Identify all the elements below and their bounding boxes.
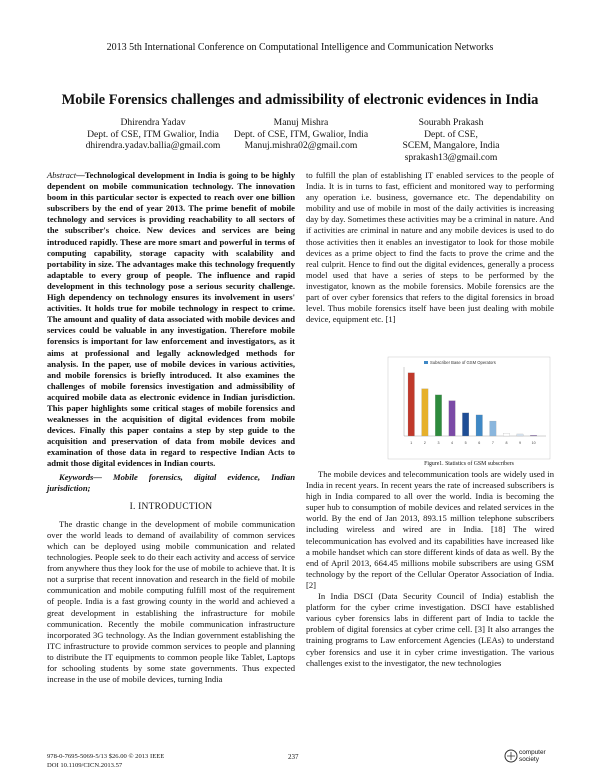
left-column [47, 170, 295, 685]
author-affiliation: Dept. of CSE, ITM, Gwalior, India [233, 128, 369, 140]
author-affiliation: Dept. of CSE, [424, 128, 478, 140]
computer-society-icon [504, 748, 518, 764]
logo-text-line2: society [519, 755, 539, 763]
author-name: Sourabh Prakash [418, 117, 484, 128]
chart-x-tick-label: 3 [437, 441, 440, 445]
author-name: Dhirendra Yadav [120, 117, 186, 128]
author-block-3 [356, 117, 546, 163]
paragraph-dsci: In India DSCI (Data Security Council of India) establish the platform for the cyber crime investigation. DSCI have established various cyber forensics labs in different part of India to tackle the problem of digital forensics at cyber crime cell. [3] It also arranges the training programs to Law enforcement Agencies (LEAs) to understand cyber forensics and use it in cyber crime investigation. The various challenges exist to the investigator, the new technologies [306, 591, 554, 668]
chart-bar [408, 373, 415, 436]
conference-header: 2013 5th International Conference on Computational Intelligence and Communication Networks [106, 42, 494, 53]
logo-text-line1: computer [519, 749, 546, 756]
footer-doi: DOI 10.1109/CICN.2013.57 [47, 761, 123, 769]
paper-title: Mobile Forensics challenges and admissibility of electronic evidences in India [61, 92, 539, 108]
right-column-bottom [306, 469, 554, 669]
intro-paragraph-continued: to fulfill the plan of establishing IT enabled services to the people of India. It is in turns to fast, efficient and monitored way to performing any operation i.e. business, governance etc. The dependability on mobility and use of mobile in most of the daily activities is increasing day by day. Sometimes these activities may be a criminal in nature. And if activities are criminal in nature and any mobile devices is used to do those activities then it enables an investigator to look for those mobile devices as a prime object to find the facts to prove the crime and the real culprit. Hence to find out the digital evidences, generally a process model used that have a series of steps to be performed by the investigator, known as the mobile forensics. Mobile forensics are the part of over cyber forensics that refers to the digital forensics in broad level. Thus mobile forensics itself have been just dealing with mobile device, equipment etc. [1] [306, 170, 554, 325]
author-affiliation-2: SCEM, Mangalore, India [402, 140, 500, 151]
chart-x-tick-label: 8 [505, 441, 508, 445]
chart-x-tick-label: 2 [423, 441, 426, 445]
keywords: Keywords— Mobile forensics, digital evidence, Indian jurisdiction; [47, 471, 295, 493]
chart-x-tick-label: 1 [410, 441, 413, 445]
section-heading-introduction: I. INTRODUCTION [129, 501, 213, 512]
keywords-text: Mobile forensics, digital evidence, Indian jurisdiction; [47, 471, 295, 493]
intro-paragraph-1: The drastic change in the development of mobile communication over the world leads to demand of availability of common services which can be deployed using mobile communication and related technologies. People seek to do their each activity and access of service from anywhere thus they look for the use of mobile to achieve that. It is not a surprise that recent innovation and research in the field of mobile communication and mobile computing fulfill most of the requirement of people. India is a fast growing county in the world and achieved a great development in establishing the infrastructure for mobile communication. Recently the mobile communication infrastructure incorporated 3G technology. As the Indian government establishing the ITC infrastructure to provide common services to people and planning to distribute the IT equipments to common people like Tablet, Laptops for schooling students by some state governments. Thus expected increase in the use of mobile devices, turning India [47, 518, 295, 685]
abstract-text: Technological development in India is going to be highly dependent on mobile communication technology. The innovation boom in this particular sector is expected to reach over one billion subscribers by the end of year 2013. The prime benefit of mobile technology and services is providing reachability to all sectors of the subscriber's choice. New devices and services are being introduced rapidly. These are more smart and powerful in terms of computing capability, storage capacity with scalability and portability in size. The advantages make this technology frequently adaptable to every group of people. The influence and rapid development in this technology pose a serious security challenge. High dependency on technology ensures its involvement in users' activities. It holds true for mobile technology in respect to crime. The amount and quality of data associated with mobile devices and services could be valuable in any investigation. Therefore mobile forensics is important for law enforcement and investigators, as it aims at professional and legally acknowledged methods for analysis. In the paper, use of mobile devices in various activities, and mobile forensics is briefly introduced. It also examines the challenges of mobile forensics investigation and admissibility of acquired mobile data as electronic evidence in Indian jurisdiction. This paper highlights some critical stages of mobile forensics and weaknesses in the acquisition of digital evidences from mobile devices. Finally this paper contains a step by step guide to the acquisition and preservation of data from mobile devices and examination of those data in regard to respective Indian Acts to admit those digital evidences in Indian courts. [47, 170, 295, 469]
author-name: Manuj Mishra [273, 117, 329, 128]
chart-x-tick-label: 9 [519, 441, 522, 445]
footer-publication-info [47, 753, 164, 770]
author-email: sprakash13@gmail.com [404, 151, 498, 163]
chart-bar [490, 421, 497, 436]
chart-bar [462, 413, 469, 436]
right-column-top [306, 170, 554, 325]
figure-caption: Figure1. Statistics of GSM subscribers [424, 461, 514, 467]
ieee-computer-society-logo [504, 746, 556, 768]
chart-x-tick-label: 5 [464, 441, 467, 445]
legend-swatch [424, 361, 428, 364]
paragraph-mobile-devices: The mobile devices and telecommunication tools are widely used in India in recent years. In recent years the rate of increased subscribers is high in India compared to all over the world. India is becoming the super hub to consumption of mobile devices and related services in the world. By the end of Jan 2013, 893.15 million telephone subscribers including wireless and wired are in India. [18] The wired telecommunication has evolved and its capabilities have increased like a mobile handset which can store different kinds of data as well. By the end of April 2013, 664.45 millions mobile subscribers are using GSM technology by the report of the Cellular Operator Association of India. [2] [306, 469, 554, 590]
chart-x-tick-label: 4 [451, 441, 454, 445]
author-affiliation: Dept. of CSE, ITM Gwalior, India [87, 128, 219, 140]
chart-bar [422, 389, 429, 436]
footer-isbn: 978-0-7695-5069-5/13 $26.00 © 2013 IEEE [47, 753, 165, 760]
page-number: 237 [288, 753, 299, 761]
chart-legend: Subscriber Base of GSM Operators [430, 360, 496, 365]
chart-x-tick-label: 10 [531, 441, 536, 445]
author-email: dhirendra.yadav.ballia@gmail.com [85, 140, 221, 151]
author-email: Manuj.mishra02@gmail.com [244, 140, 358, 151]
chart-x-tick-label: 7 [491, 441, 494, 445]
abstract: Abstract—Technological development in India is going to be highly dependent on mobile communication technology. The innovation boom in this particular sector is expected to reach over one billion subscribers by the end of year 2013. The prime benefit of mobile technology and services is providing reachability to all sectors of the subscriber's choice. New devices and services are being introduced rapidly. These are more smart and powerful in terms of computing capability, storage capacity with scalability and portability in size. The advantages make this technology frequently adaptable to every group of people. The influence and rapid development in this technology pose a serious security challenge. High dependency on technology ensures its involvement in users' activities. It holds true for mobile technology in respect to crime. The amount and quality of data associated with mobile devices and services could be valuable in any investigation. Therefore mobile forensics is important for law enforcement and investigators, as it aims at professional and legally acknowledged methods for analysis. In the paper, use of mobile devices in various activities, and mobile forensics is briefly introduced. It also examines the challenges of mobile forensics investigation and admissibility of acquired mobile data as electronic evidence in Indian jurisdiction. This paper highlights some critical stages of mobile forensics and weaknesses in the acquisition of digital evidences from mobile devices. Finally this paper contains a step by step guide to the acquisition and preservation of data from mobile devices and examination of those data in regard to respective Indian Acts to admit those digital evidences in Indian courts. [47, 170, 295, 469]
chart-bar [517, 434, 524, 436]
chart-bar [503, 433, 510, 436]
abstract-label: Abstract [47, 170, 77, 180]
gsm-subscriber-chart [386, 356, 552, 460]
chart-bar [530, 435, 537, 436]
chart-bar [476, 415, 483, 436]
chart-bar [449, 401, 456, 436]
chart-bar [435, 395, 442, 436]
keywords-label: Keywords [59, 471, 94, 482]
chart-x-tick-label: 6 [478, 441, 481, 445]
